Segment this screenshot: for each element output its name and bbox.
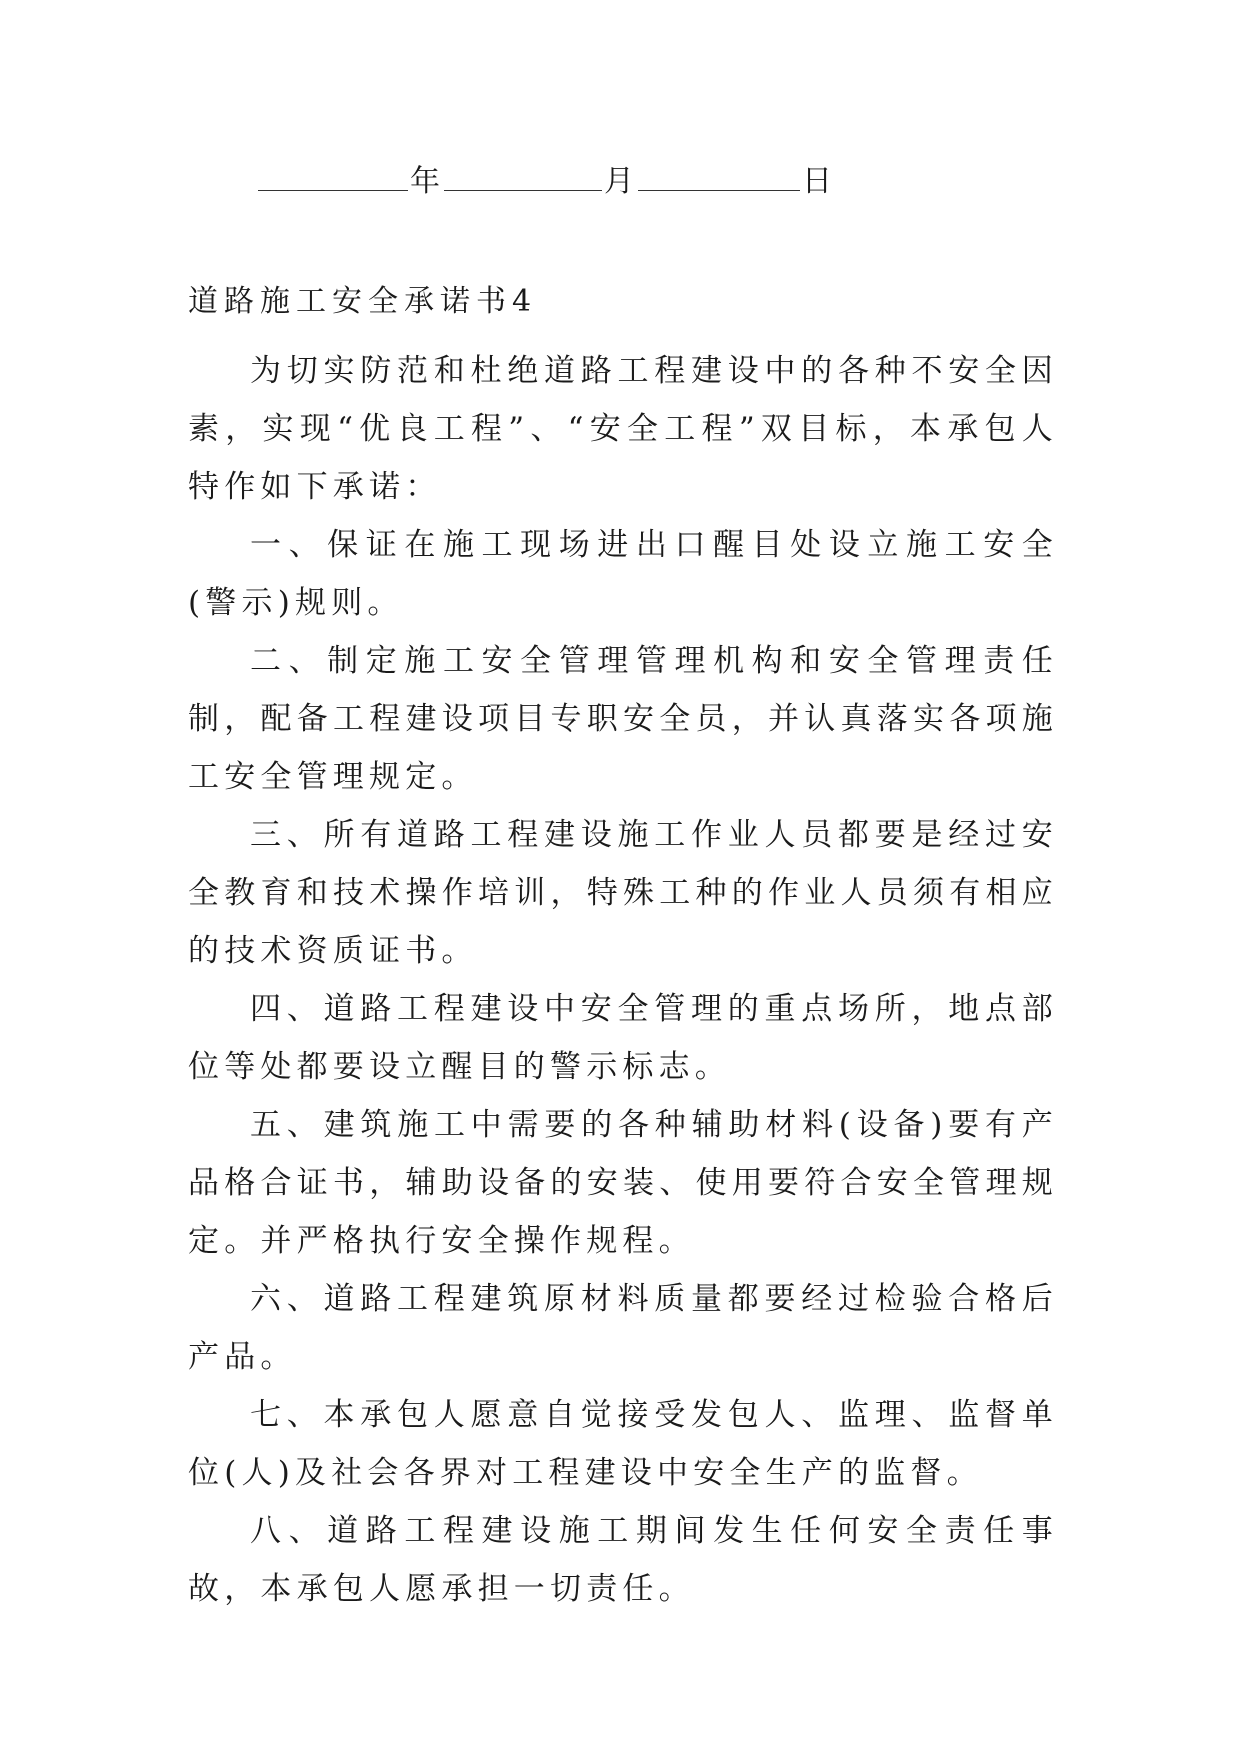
paragraph-item-8: 八、道路工程建设施工期间发生任何安全责任事故，本承包人愿承担一切责任。 [188,1513,1058,1607]
document-title: 道路施工安全承诺书4 [188,284,538,319]
day-blank[interactable] [638,160,800,191]
paragraph-intro: 为切实防范和杜绝道路工程建设中的各种不安全因素，实现“优良工程”、“安全工程”双目标，本承包人特作如下承诺： [188,353,1058,505]
document-body [188,342,1058,1618]
day-label: 日 [802,164,834,199]
paragraph-item-5: 五、建筑施工中需要的各种辅助材料(设备)要有产品格合证书，辅助设备的安装、使用要符合安全管理规定。并严格执行安全操作规程。 [188,1107,1058,1259]
paragraph-item-2: 二、制定施工安全管理管理机构和安全管理责任制，配备工程建设项目专职安全员，并认真落实各项施工安全管理规定。 [188,643,1058,795]
paragraph-item-1: 一、保证在施工现场进出口醒目处设立施工安全(警示)规则。 [188,527,1058,621]
paragraph-item-7: 七、本承包人愿意自觉接受发包人、监理、监督单位(人)及社会各界对工程建设中安全生产的监督。 [188,1397,1058,1491]
year-label: 年 [410,164,442,199]
paragraph-item-4: 四、道路工程建设中安全管理的重点场所，地点部位等处都要设立醒目的警示标志。 [188,991,1058,1085]
date-line [256,160,834,202]
year-blank[interactable] [258,160,408,191]
month-label: 月 [604,164,636,199]
month-blank[interactable] [444,160,602,191]
paragraph-item-3: 三、所有道路工程建设施工作业人员都要是经过安全教育和技术操作培训，特殊工种的作业人员须有相应的技术资质证书。 [188,817,1058,969]
paragraph-item-6: 六、道路工程建筑原材料质量都要经过检验合格后产品。 [188,1281,1058,1375]
